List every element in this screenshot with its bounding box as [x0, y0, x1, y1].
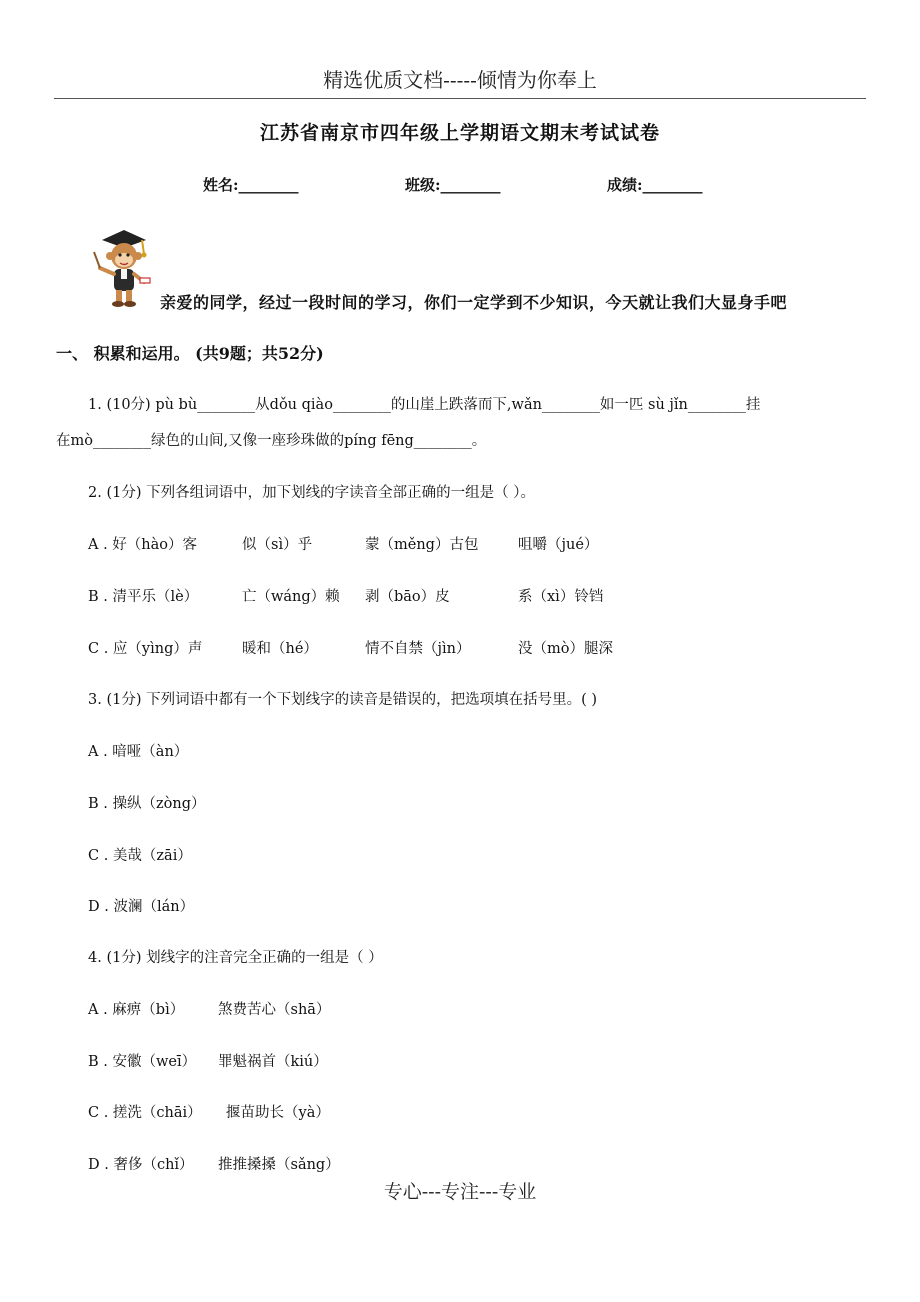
question-2-option-a-word-4: 咀嚼（jué）: [518, 537, 599, 553]
question-2-option-c[interactable]: C . 应（yìng）声: [88, 641, 203, 657]
question-2-option-a-word-2: 似（sì）乎: [242, 537, 313, 553]
question-3-option-b[interactable]: B . 操纵（zòng）: [88, 796, 206, 812]
question-4-option-c[interactable]: C . 搓洗（chāi）: [88, 1105, 202, 1121]
question-2-option-b[interactable]: B . 清平乐（lè）: [88, 589, 199, 605]
question-2-stem: 2. (1分) 下列各组词语中，加下划线的字读音全部正确的一组是（ ）。: [88, 485, 535, 501]
question-1-line-1: 1. (10分) pù bù________从dǒu qiào________的山崖上跌落而下,wǎn________如一匹 sù jǐn________挂: [88, 397, 761, 413]
question-4-option-a-word-2: 煞费苦心（shā）: [218, 1002, 331, 1018]
header-divider: [54, 98, 866, 99]
question-3-option-a[interactable]: A . 喑哑（àn）: [88, 744, 189, 760]
question-2-option-c-word-3: 情不自禁（jìn）: [365, 641, 471, 657]
question-4-option-a[interactable]: A . 麻痹（bì）: [88, 1002, 185, 1018]
section-heading: 一、 积累和运用。 (共9题；共52分): [56, 344, 324, 363]
score-field[interactable]: 成绩:________: [607, 176, 703, 194]
question-3-option-d[interactable]: D . 波澜（lán）: [88, 899, 195, 915]
question-4-option-d[interactable]: D . 奢侈（chǐ）: [88, 1157, 194, 1173]
name-field[interactable]: 姓名:________: [203, 176, 299, 194]
question-3-option-c[interactable]: C . 美哉（zāi）: [88, 848, 192, 864]
class-field[interactable]: 班级:________: [405, 176, 501, 194]
question-2-option-c-word-2: 暖和（hé）: [242, 641, 318, 657]
greeting-text: 亲爱的同学，经过一段时间的学习，你们一定学到不少知识，今天就让我们大显身手吧: [160, 293, 788, 312]
question-4-option-b-word-2: 罪魁祸首（kiú）: [218, 1054, 328, 1070]
question-1-line-2: 在mò________绿色的山间,又像一座珍珠做的píng fēng________。: [56, 433, 487, 449]
question-4-option-b[interactable]: B . 安徽（weī）: [88, 1054, 197, 1070]
question-2-option-b-word-2: 亡（wáng）赖: [242, 589, 340, 605]
question-2-option-c-word-4: 没（mò）腿深: [518, 641, 613, 657]
question-2-option-b-word-4: 系（xì）铃铛: [518, 589, 604, 605]
question-2-option-a-word-3: 蒙（měng）古包: [365, 537, 479, 553]
question-3-stem: 3. (1分) 下列词语中都有一个下划线字的读音是错误的，把选项填在括号里。( ): [88, 692, 598, 708]
graduate-monkey-illustration: [84, 226, 154, 312]
page-header: 精选优质文档-----倾情为你奉上: [323, 68, 597, 92]
page-footer: 专心---专注---专业: [383, 1181, 537, 1203]
question-2-option-b-word-3: 剥（bāo）皮: [365, 589, 450, 605]
question-4-option-d-word-2: 推推搡搡（sǎng）: [218, 1157, 340, 1173]
exam-title: 江苏省南京市四年级上学期语文期末考试试卷: [259, 122, 660, 144]
question-2-option-a[interactable]: A . 好（hào）客: [88, 537, 198, 553]
question-4-stem: 4. (1分) 划线字的注音完全正确的一组是（ ）: [88, 950, 383, 966]
question-4-option-c-word-2: 揠苗助长（yà）: [226, 1105, 330, 1121]
